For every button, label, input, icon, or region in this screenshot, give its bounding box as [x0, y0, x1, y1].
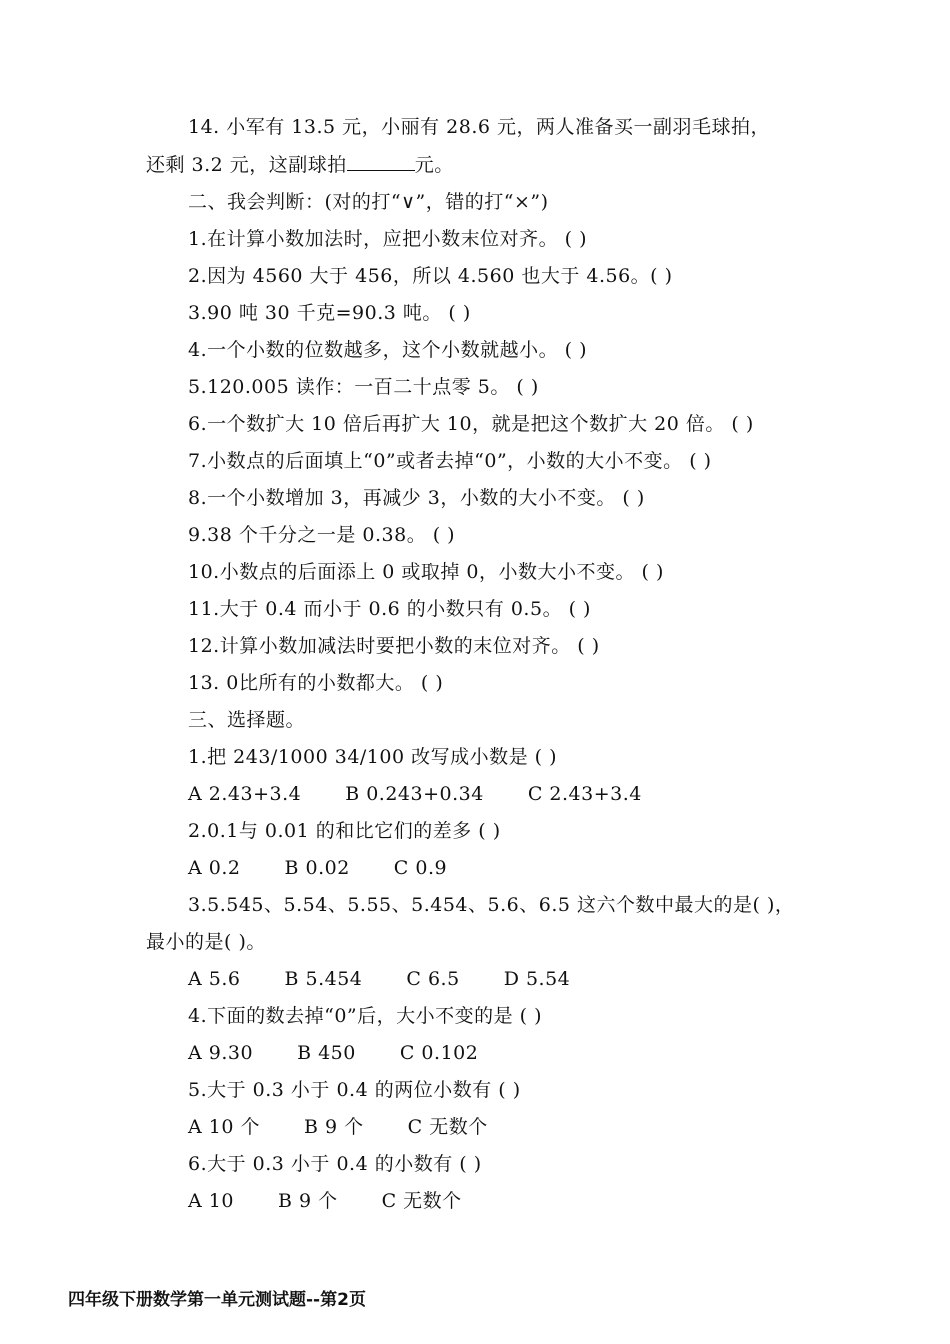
option-a: A 9.30 — [188, 1042, 254, 1064]
option-b: B 0.243+0.34 — [345, 783, 484, 805]
choice-question-6: 6.大于 0.3 小于 0.4 的小数有 ( ) — [188, 1153, 482, 1175]
judge-item-8: 8.一个小数增加 3，再减少 3，小数的大小不变。 ( ) — [188, 487, 645, 509]
answer-blank[interactable] — [347, 152, 415, 171]
judge-item-12: 12.计算小数加减法时要把小数的末位对齐。 ( ) — [188, 635, 600, 657]
choice-options-6 — [188, 1188, 506, 1214]
judge-item-2: 2.因为 4560 大于 456，所以 4.560 也大于 4.56。( ) — [188, 265, 673, 287]
option-d: D 5.54 — [503, 968, 571, 990]
option-b: B 9 个 — [277, 1190, 338, 1212]
page-footer: 四年级下册数学第一单元测试题--第2页 — [68, 1290, 366, 1310]
option-a: A 0.2 — [188, 857, 241, 879]
option-a: A 5.6 — [188, 968, 241, 990]
question-14-text: 还剩 3.2 元，这副球拍 — [146, 154, 347, 176]
judge-item-4: 4.一个小数的位数越多，这个小数就越小。 ( ) — [188, 339, 588, 361]
choice-question-5: 5.大于 0.3 小于 0.4 的两位小数有 ( ) — [188, 1079, 521, 1101]
choice-options-2 — [188, 855, 491, 881]
choice-question-3-line-2: 最小的是( )。 — [146, 931, 266, 953]
section-heading-judge: 二、我会判断：(对的打“∨”，错的打“×”) — [188, 191, 549, 213]
choice-question-3-line-1: 3.5.545、5.54、5.55、5.454、5.6、6.5 这六个数中最大的是( )， — [188, 894, 795, 916]
option-a: A 10 个 — [188, 1116, 260, 1138]
judge-item-11: 11.大于 0.4 而小于 0.6 的小数只有 0.5。 ( ) — [188, 598, 591, 620]
option-b: B 450 — [297, 1042, 356, 1064]
judge-item-9: 9.38 个千分之一是 0.38。 ( ) — [188, 524, 456, 546]
option-c: C 0.102 — [399, 1042, 479, 1064]
question-14-line-2 — [146, 152, 454, 178]
option-b: B 9 个 — [303, 1116, 364, 1138]
judge-item-6: 6.一个数扩大 10 倍后再扩大 10，就是把这个数扩大 20 倍。 ( ) — [188, 413, 754, 435]
judge-item-10: 10.小数点的后面添上 0 或取掉 0，小数大小不变。 ( ) — [188, 561, 664, 583]
judge-item-5: 5.120.005 读作：一百二十点零 5。 ( ) — [188, 376, 539, 398]
option-a: A 2.43+3.4 — [188, 783, 302, 805]
judge-item-7: 7.小数点的后面填上“0”或者去掉“0”，小数的大小不变。 ( ) — [188, 450, 712, 472]
option-b: B 5.454 — [284, 968, 363, 990]
judge-item-13: 13. 0比所有的小数都大。 ( ) — [188, 672, 444, 694]
choice-question-1: 1.把 243/1000 34/100 改写成小数是 ( ) — [188, 746, 558, 768]
option-b: B 0.02 — [284, 857, 350, 879]
option-a: A 10 — [188, 1190, 234, 1212]
option-c: C 2.43+3.4 — [527, 783, 642, 805]
option-c: C 无数个 — [381, 1190, 462, 1212]
question-14-unit: 元。 — [414, 154, 454, 176]
choice-options-1 — [188, 781, 686, 807]
section-heading-choice: 三、选择题。 — [188, 709, 306, 731]
choice-options-5 — [188, 1114, 532, 1140]
option-c: C 无数个 — [407, 1116, 488, 1138]
judge-item-1: 1.在计算小数加法时，应把小数末位对齐。 ( ) — [188, 228, 588, 250]
judge-item-3: 3.90 吨 30 千克=90.3 吨。 ( ) — [188, 302, 471, 324]
option-c: C 6.5 — [406, 968, 460, 990]
choice-question-2: 2.0.1与 0.01 的和比它们的差多 ( ) — [188, 820, 501, 842]
choice-question-4: 4.下面的数去掉“0”后，大小不变的是 ( ) — [188, 1005, 543, 1027]
choice-options-4 — [188, 1040, 522, 1066]
choice-options-3 — [188, 966, 614, 992]
question-14-line-1: 14. 小军有 13.5 元，小丽有 28.6 元，两人准备买一副羽毛球拍， — [188, 116, 771, 138]
option-c: C 0.9 — [393, 857, 448, 879]
